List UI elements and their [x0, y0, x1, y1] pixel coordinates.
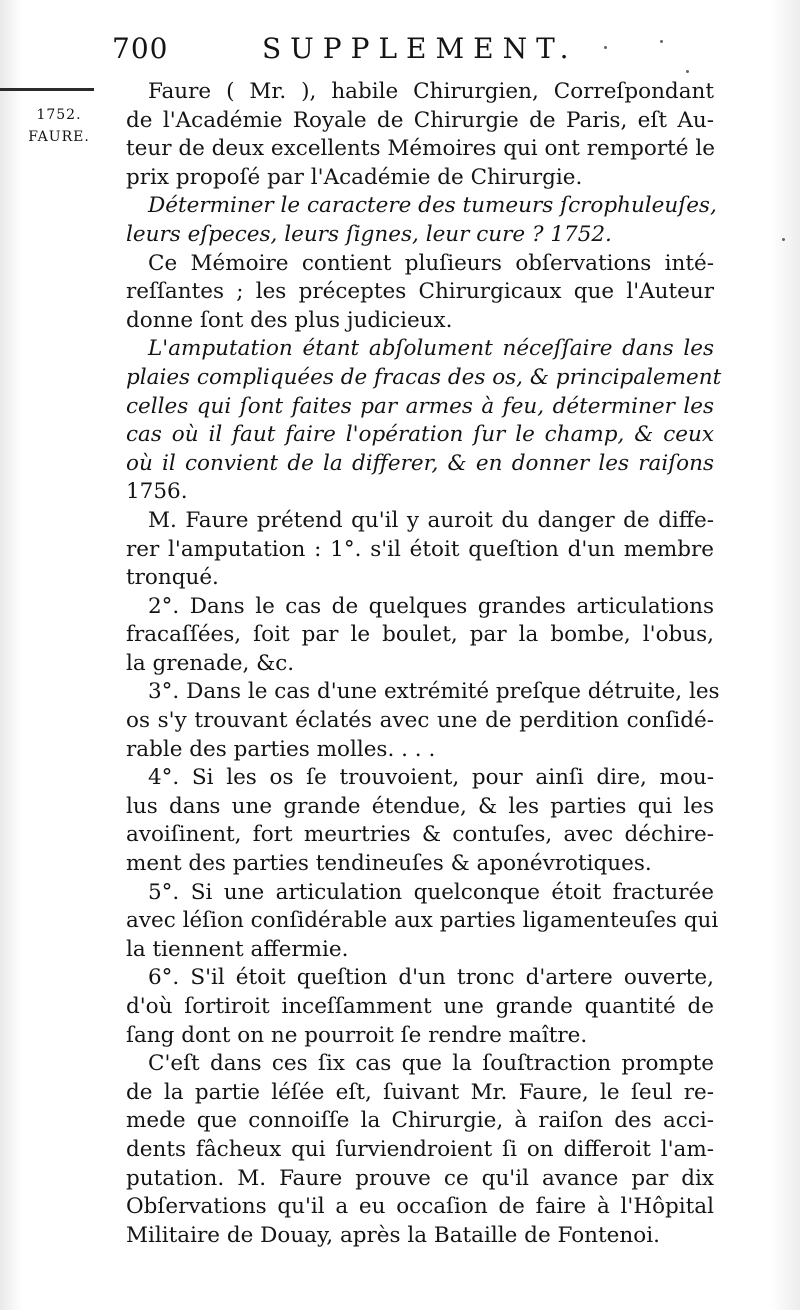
- text-line: la grenade, &c.: [126, 650, 295, 676]
- text-line: Faure ( Mr. ), habile Chirurgien, Correſpondant: [148, 79, 714, 104]
- margin-note: [14, 104, 104, 148]
- text-line: 5°. Si une articulation quelconque étoit fracturée: [148, 879, 714, 905]
- text-line: avec léſion conſidérable aux parties ligamenteuſes qui: [126, 908, 719, 934]
- text-line: donne ſont des plus judicieux.: [126, 307, 453, 333]
- body-text: [126, 78, 722, 1250]
- ink-speck: [660, 40, 663, 43]
- page-header: [112, 28, 672, 68]
- text-line: plaies compliquées de fracas des os, & principalement: [126, 364, 722, 390]
- ink-speck: [782, 238, 785, 241]
- text-line: Déterminer le caractere des tumeurs ſcrophuleuſes,: [148, 193, 717, 219]
- text-line: Ce Mémoire contient pluſieurs obſervations inté-: [148, 250, 714, 276]
- text-line: putation. M. Faure prouve ce qu'il avance par dix: [126, 1165, 714, 1191]
- running-title: SUPPLEMENT.: [262, 32, 578, 65]
- text-line: de l'Académie Royale de Chirurgie de Paris, eſt Au-: [126, 107, 714, 133]
- text-line: d'où ſortiroit inceſſamment une grande quantité de: [126, 994, 714, 1019]
- text-line: leurs eſpeces, leurs ſignes, leur cure ? 1752.: [126, 221, 612, 247]
- text-line: Obſervations qu'il a eu occaſion de faire à l'Hôpital: [126, 1194, 714, 1220]
- text-line: où il convient de la differer, & en donner les raiſons: [126, 450, 714, 476]
- text-line: de la partie léſée eſt, ſuivant Mr. Faure, le ſeul re-: [126, 1079, 714, 1105]
- text-line: reſſantes ; les préceptes Chirurgicaux que l'Auteur: [126, 279, 714, 305]
- text-line: C'eſt dans ces ſix cas que la ſouſtraction prompte: [148, 1051, 714, 1077]
- text-line: celles qui ſont faites par armes à feu, déterminer les: [126, 393, 714, 419]
- text-line: L'amputation étant abſolument néceſſaire dans les: [148, 336, 714, 362]
- text-line: lus dans une grande étendue, & les parties qui les: [126, 793, 714, 819]
- text-line: M. Faure prétend qu'il y auroit du danger de diffe-: [148, 507, 714, 533]
- text-line: tronqué.: [126, 565, 219, 591]
- text-line: 1756.: [126, 479, 188, 505]
- margin-note-name: FAURE.: [28, 129, 90, 145]
- text-line: Militaire de Douay, après la Bataille de Fontenoi.: [126, 1222, 660, 1248]
- text-line: ment des parties tendineuſes & aponévrotiques.: [126, 851, 652, 877]
- text-line: prix propoſé par l'Académie de Chirurgie.: [126, 164, 583, 190]
- text-line: rer l'amputation : 1°. s'il étoit queſtion d'un membre: [126, 536, 714, 562]
- page-number: 700: [112, 32, 169, 65]
- text-line: 4°. Si les os ſe trouvoient, pour ainſi dire, mou-: [148, 765, 714, 791]
- text-line: fracaſſées, ſoit par le boulet, par la bombe, l'obus,: [126, 622, 714, 648]
- text-line: 6°. S'il étoit queſtion d'un tronc d'artere ouverte,: [148, 965, 714, 991]
- text-line: dents fâcheux qui ſurviendroient ſi on differoit l'am-: [126, 1136, 714, 1162]
- margin-rule: [0, 88, 94, 91]
- margin-note-year: 1752.: [36, 107, 82, 123]
- text-line: 2°. Dans le cas de quelques grandes articulations: [148, 593, 714, 619]
- text-line: la tiennent affermie.: [126, 936, 349, 962]
- text-line: rable des parties molles. . . .: [126, 736, 436, 762]
- text-line: teur de deux excellents Mémoires qui ont remporté le: [126, 136, 715, 162]
- text-line: os s'y trouvant éclatés avec une de perdition conſidé-: [126, 708, 714, 734]
- text-line: mede que connoiſſe la Chirurgie, à raiſon des acci-: [126, 1108, 714, 1134]
- ink-speck: [686, 70, 689, 73]
- text-line: cas où il faut faire l'opération ſur le champ, & ceux: [126, 422, 714, 448]
- text-line: avoiſinent, fort meurtries & contuſes, avec déchire-: [126, 822, 714, 848]
- ink-speck: [604, 46, 607, 49]
- text-line: ſang dont on ne pourroit ſe rendre maître.: [126, 1022, 588, 1048]
- text-line: 3°. Dans le cas d'une extrémité preſque détruite, les: [148, 679, 720, 705]
